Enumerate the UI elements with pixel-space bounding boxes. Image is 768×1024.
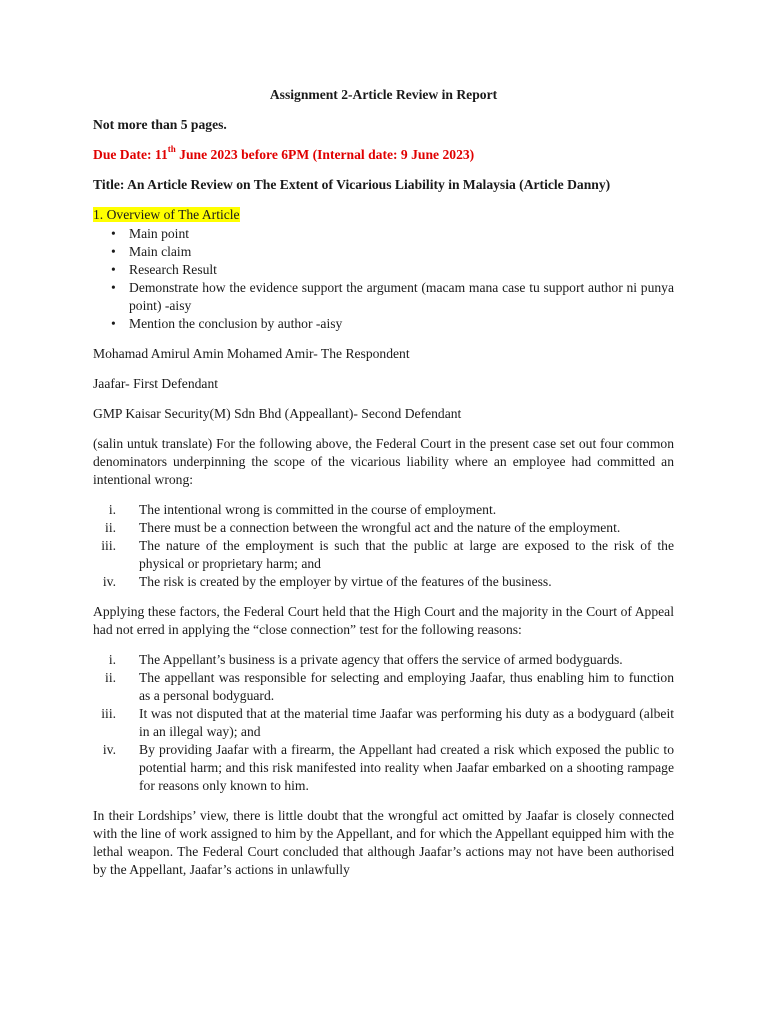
list-item	[93, 741, 674, 795]
overview-list	[93, 225, 674, 333]
list-number: i.	[108, 502, 116, 517]
list-item	[93, 573, 674, 591]
party-second-defendant: GMP Kaisar Security(M) Sdn Bhd (Appeallant)- Second Defendant	[93, 406, 462, 421]
list-text: The intentional wrong is committed in the course of employment.	[139, 502, 497, 517]
applying-paragraph: Applying these factors, the Federal Court held that the High Court and the majority in the Court of Appeal had not erred in applying the “close connection” test for the following reasons:	[93, 604, 674, 637]
list-number: iv.	[102, 742, 116, 757]
due-date-suffix: June 2023 before 6PM (Internal date: 9 June 2023)	[175, 147, 475, 162]
list-item	[93, 519, 674, 537]
list-item: • Main claim	[129, 243, 674, 261]
list-number: iii.	[101, 538, 116, 553]
intro-paragraph: (salin untuk translate) For the following above, the Federal Court in the present case set out four common denominators underpinning the scope of the vicarious liability where an employee had committed an intentional wrong:	[93, 436, 674, 487]
closing-paragraph: In their Lordships’ view, there is little doubt that the wrongful act omitted by Jaafar is closely connected with the line of work assigned to him by the Appellant, and for which the Appellant equipped him with the lethal weapon. The Federal Court concluded that although Jaafar’s actions may not have been authorised by the Appellant, Jaafar’s actions in unlawfully	[93, 808, 674, 877]
list-item	[93, 651, 674, 669]
list-item: • Research Result	[129, 261, 674, 279]
party-first-defendant: Jaafar- First Defendant	[93, 376, 219, 391]
list-text: The nature of the employment is such that the public at large are exposed to the risk of the physical or proprietary harm; and	[139, 538, 674, 571]
list-number: i.	[108, 652, 116, 667]
due-date-prefix: Due Date: 11	[93, 147, 168, 162]
list-number: ii.	[105, 520, 116, 535]
party-respondent: Mohamad Amirul Amin Mohamed Amir- The Respondent	[93, 346, 410, 361]
list-number: iii.	[101, 706, 116, 721]
list-item	[93, 537, 674, 573]
list-item: • Main point	[129, 225, 674, 243]
list-text: There must be a connection between the wrongful act and the nature of the employment.	[139, 520, 621, 535]
list-text: The risk is created by the employer by virtue of the features of the business.	[139, 574, 552, 589]
overview-heading	[93, 206, 674, 224]
overview-heading-text: 1. Overview of The Article	[93, 207, 240, 222]
list-text: It was not disputed that at the material time Jaafar was performing his duty as a bodyguard (albeit in an illegal way); and	[139, 706, 674, 739]
list-item: • Mention the conclusion by author -aisy	[129, 315, 674, 333]
reasons-list	[93, 651, 674, 795]
due-date	[93, 146, 674, 164]
list-item	[93, 501, 674, 519]
list-text: The appellant was responsible for selecting and employing Jaafar, thus enabling him to function as a personal bodyguard.	[139, 670, 674, 703]
list-item	[93, 705, 674, 741]
page-limit: Not more than 5 pages.	[93, 117, 227, 132]
list-item	[93, 669, 674, 705]
list-item: • Demonstrate how the evidence support the argument (macam mana case tu support author ni punya point) -aisy	[129, 279, 674, 315]
due-date-sup: th	[167, 144, 176, 155]
list-text: By providing Jaafar with a firearm, the Appellant had created a risk which exposed the public to potential harm; and this risk manifested into reality when Jaafar embarked on a shooting rampage for reasons only known to him.	[139, 742, 674, 793]
document-heading: Assignment 2-Article Review in Report	[269, 87, 498, 102]
denominators-list	[93, 501, 674, 591]
list-text: The Appellant’s business is a private agency that offers the service of armed bodyguards.	[139, 652, 623, 667]
list-number: iv.	[102, 574, 116, 589]
list-number: ii.	[105, 670, 116, 685]
article-title: Title: An Article Review on The Extent of Vicarious Liability in Malaysia (Article Danny)	[93, 177, 611, 192]
